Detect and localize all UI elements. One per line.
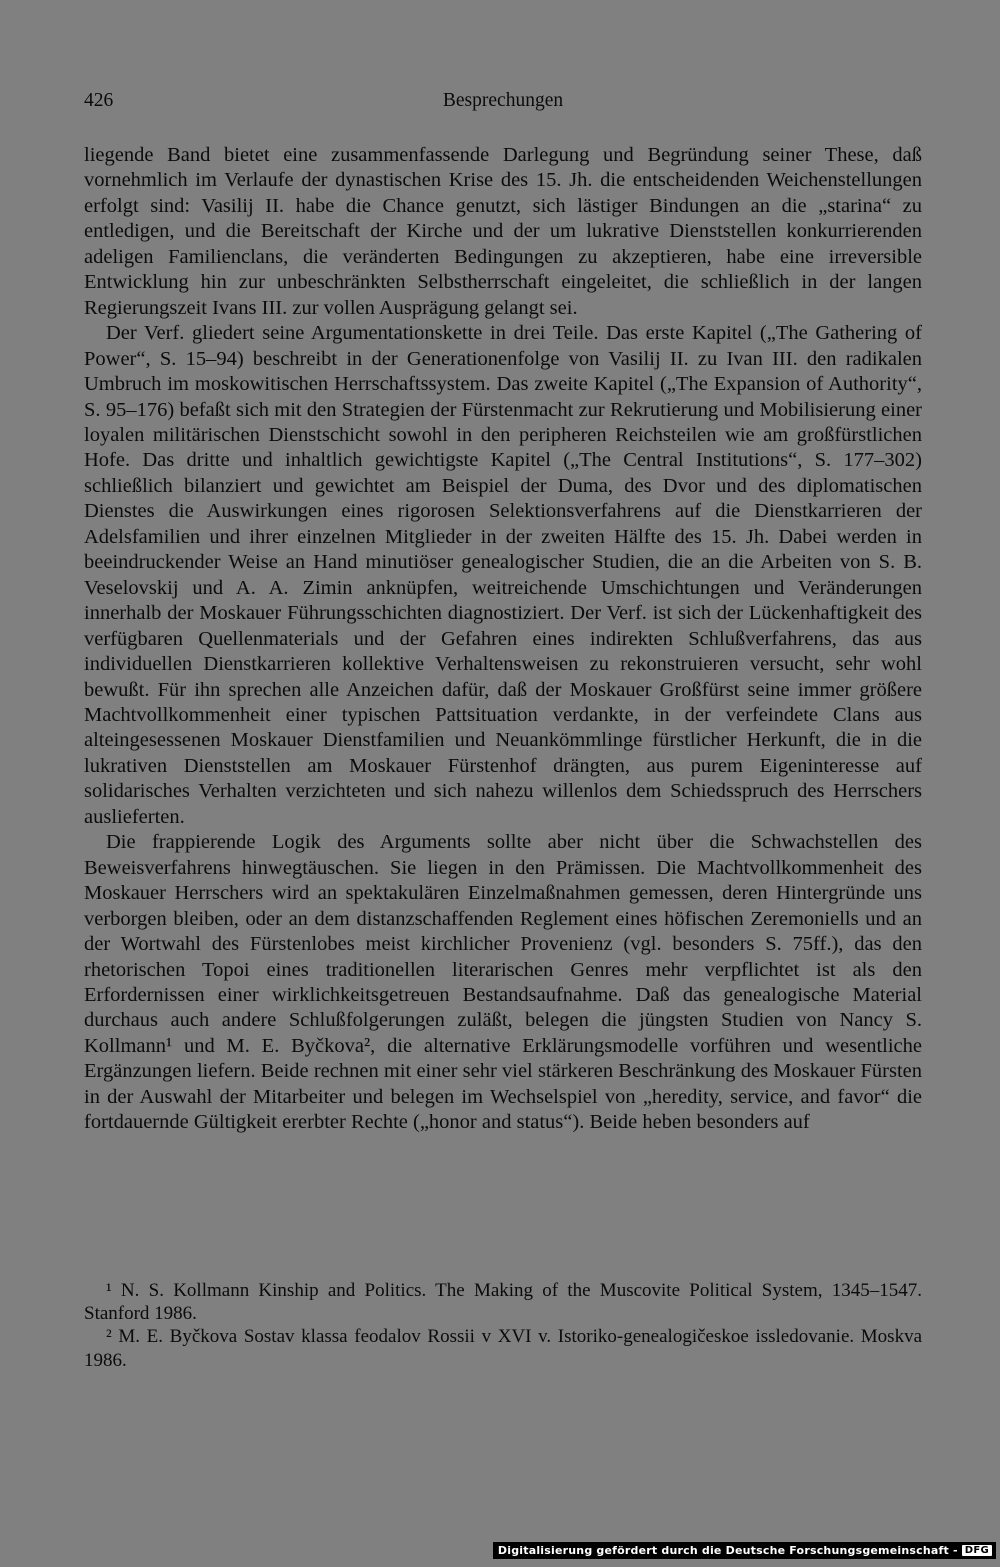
paragraph-1: liegende Band bietet eine zusammenfassende Darlegung und Begründung seiner These, daß vornehmlich im Verlaufe der dynastischen Krise des 15. Jh. die entscheidenden Weichenstellungen erfolgt sind: Vasilij II. habe die Chance genutzt, sich lästiger Bindungen an die „starina“ zu entledigen, und die Bereitschaft der Kirche und der um lukrative Dienststellen konkurrierenden adeligen Familienclans, die veränderten Bedingungen zu akzeptieren, habe eine irreversible Entwicklung hin zur unbeschränkten Selbstherrschaft eingeleitet, die schließlich in der langen Regierungszeit Ivans III. zur vollen Ausprägung gelangt sei.: [84, 144, 922, 319]
footnotes: [84, 1279, 922, 1372]
footnote-1: ¹ N. S. Kollmann Kinship and Politics. The Making of the Muscovite Political System, 1345–1547. Stanford 1986.: [84, 1280, 922, 1325]
paragraph-2: Der Verf. gliedert seine Argumentationskette in drei Teile. Das erste Kapitel („The Gathering of Power“, S. 15–94) beschreibt in der Generationenfolge von Vasilij II. zu Ivan III. den radikalen Umbruch im moskowitischen Herrschaftssystem. Das zweite Kapitel („The Expansion of Authority“, S. 95–176) befaßt sich mit den Strategien der Fürstenmacht zur Rekrutierung und Mobilisierung einer loyalen militärischen Dienstschicht sowohl in den peripheren Reichsteilen wie am großfürstlichen Hofe. Das dritte und inhaltlich gewichtigste Kapitel („The Central Institutions“, S. 177–302) schließlich bilanziert und gewichtet am Beispiel der Duma, des Dvor und des diplomatischen Dienstes die Auswirkungen eines rigorosen Selektionsverfahrens auf die Dienstkarrieren der Adelsfamilien und ihrer einzelnen Mitglieder in der zweiten Hälfte des 15. Jh. Dabei werden in beeindruckender Weise an Hand minutiöser genealogischer Studien, die an die Arbeiten von S. B. Veselovskij und A. A. Zimin anknüpfen, weitreichende Umschichtungen und Veränderungen innerhalb der Moskauer Führungsschichten diagnostiziert. Der Verf. ist sich der Lückenhaftigkeit des verfügbaren Quellenmaterials und der Gefahren eines indirekten Schlußverfahrens, das aus individuellen Dienstkarrieren kollektive Verhaltensweisen zu rekonstruieren versucht, sehr wohl bewußt. Für ihn sprechen alle Anzeichen dafür, daß der Moskauer Großfürst seine immer größere Machtvollkommenheit einer typischen Pattsituation verdankte, in der verfeindete Clans aus alteingesessenen Moskauer Dienstfamilien und Neuankömmlinge fürstlicher Herkunft, die in die lukrativen Dienststellen am Moskauer Fürstenhof drängten, aus purem Eigeninteresse auf solidarisches Verhalten verzichteten und sich nahezu willenlos dem Schiedsspruch des Herrschers auslieferten.: [84, 322, 922, 828]
footnote-2: ² M. E. Byčkova Sostav klassa feodalov Rossii v XVI v. Istoriko-genealogičeskoe issledovanie. Moskva 1986.: [84, 1326, 922, 1371]
dfg-logo: DFG: [962, 1545, 992, 1556]
digitization-credit[interactable]: [493, 1542, 996, 1559]
review-body: [84, 143, 922, 1136]
page-number: 426: [84, 90, 114, 111]
page-header: [84, 90, 922, 122]
credit-text: Digitalisierung gefördert durch die Deutsche Forschungsgemeinschaft -: [497, 1544, 958, 1557]
paragraph-3: Die frappierende Logik des Arguments sollte aber nicht über die Schwachstellen des Beweisverfahrens hinwegtäuschen. Sie liegen in den Prämissen. Die Machtvollkommenheit des Moskauer Herrschers wird an spektakulären Einzelmaßnahmen gemessen, deren Hintergründe uns verborgen bleiben, oder an dem distanzschaffenden Reglement eines höfischen Zeremoniells und an der Wortwahl des Fürstenlobes meist kirchlicher Provenienz (vgl. besonders S. 75ff.), das den rhetorischen Topoi eines traditionellen literarischen Genres mehr verpflichtet ist als den Erfordernissen einer wirklichkeitsgetreuen Bestandsaufnahme. Daß das genealogische Material durchaus auch andere Schlußfolgerungen zuläßt, belegen die jüngsten Studien von Nancy S. Kollmann¹ und M. E. Byčkova², die alternative Erklärungsmodelle vorführen und wesentliche Ergänzungen liefern. Beide rechnen mit einer sehr viel stärkeren Beschränkung des Moskauer Fürsten in der Auswahl der Mitarbeiter und belegen im Wechselspiel von „heredity, service, and favor“ die fortdauernde Gültigkeit ererbter Rechte („honor and status“). Beide heben besonders auf: [84, 831, 922, 1134]
running-head: Besprechungen: [442, 90, 564, 111]
